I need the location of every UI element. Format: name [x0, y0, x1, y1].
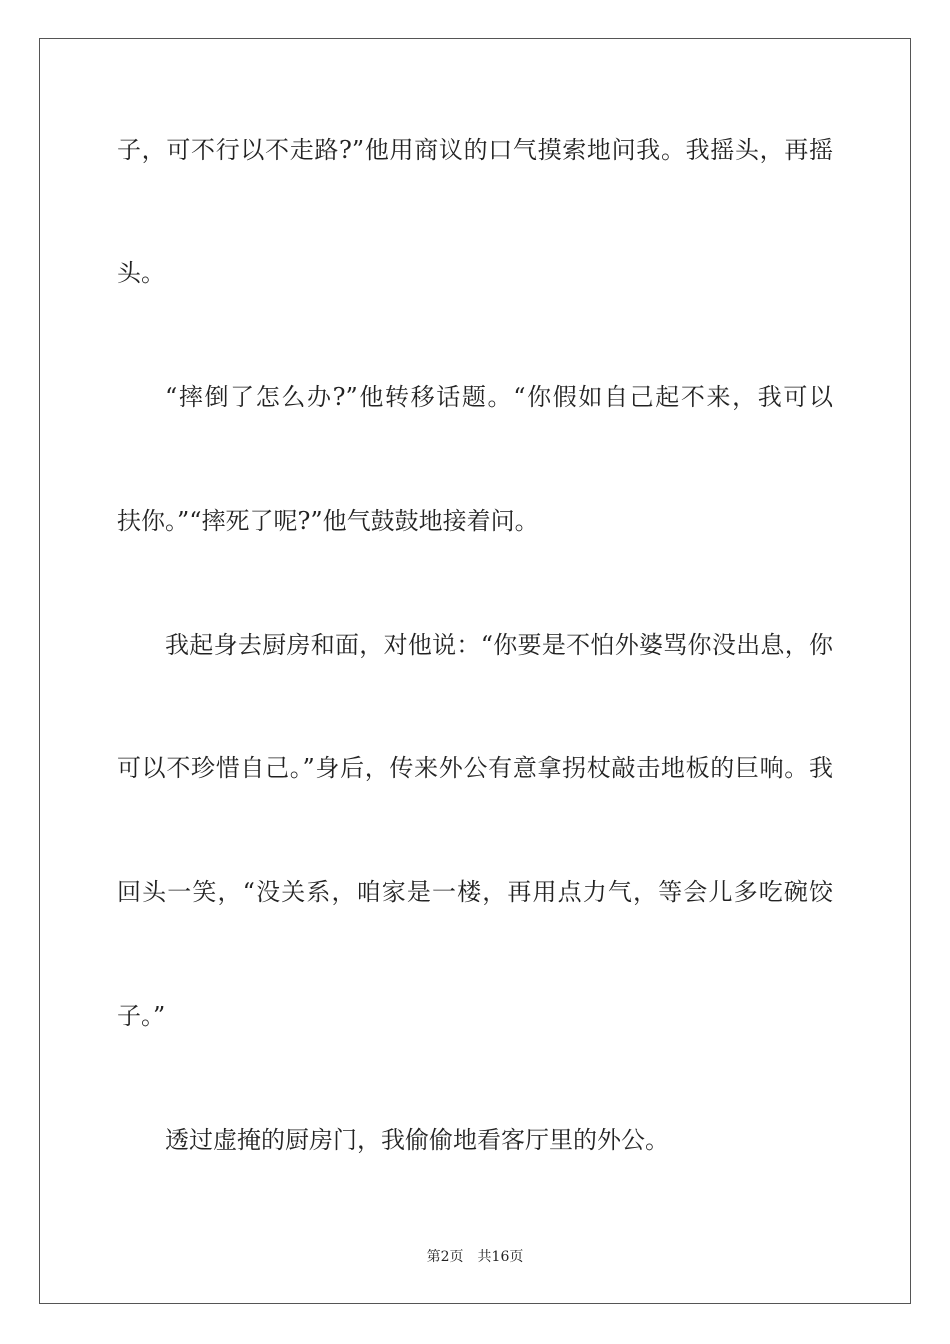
text-line-3: “摔倒了怎么办?”他转移话题。“你假如自己起不来，我可以	[165, 383, 833, 411]
text-line-8: 子。”	[117, 1002, 166, 1030]
text-line-4: 扶你。”“摔死了呢?”他气鼓鼓地接着问。	[117, 507, 539, 535]
text-line-7: 回头一笑，“没关系，咱家是一楼，再用点力气，等会儿多吃碗饺	[117, 878, 833, 906]
text-line-6: 可以不珍惜自己。”身后，传来外公有意拿拐杖敲击地板的巨响。我	[117, 754, 833, 782]
page-footer	[0, 1248, 950, 1266]
page-total: 共16页	[477, 1249, 524, 1265]
text-line-9: 透过虚掩的厨房门，我偷偷地看客厅里的外公。	[165, 1126, 669, 1154]
text-line-5: 我起身去厨房和面，对他说：“你要是不怕外婆骂你没出息，你	[165, 631, 833, 659]
page-border	[39, 38, 911, 1304]
page-number: 第2页	[426, 1249, 464, 1265]
text-line-1: 子，可不行以不走路?”他用商议的口气摸索地问我。我摇头，再摇	[117, 136, 833, 164]
text-line-2: 头。	[117, 259, 165, 287]
